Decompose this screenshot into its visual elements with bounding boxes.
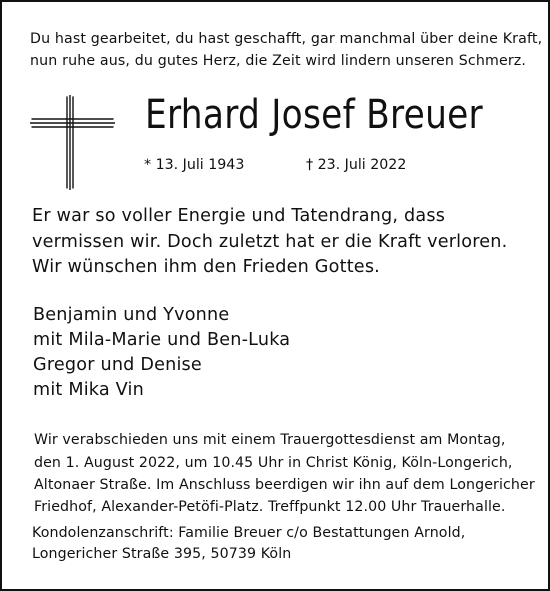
service-line-1: Wir verabschieden uns mit einem Trauergottesdienst am Montag, bbox=[34, 432, 506, 448]
cross-icon bbox=[30, 95, 115, 190]
deceased-name: Erhard Josef Breuer bbox=[145, 92, 483, 138]
condolence-line-2: Longericher Straße 395, 50739 Köln bbox=[32, 546, 292, 562]
service-line-2: den 1. August 2022, um 10.45 Uhr in Christ König, Köln-Longerich, bbox=[34, 455, 513, 471]
tribute-line-2: vermissen wir. Doch zuletzt hat er die Kraft verloren. bbox=[32, 232, 508, 252]
family-line-3: Gregor und Denise bbox=[33, 355, 202, 375]
service-line-3: Altonaer Straße. Im Anschluss beerdigen wir ihn auf dem Longericher bbox=[34, 477, 535, 493]
poem-line-1: Du hast gearbeitet, du hast geschafft, gar manchmal über deine Kraft, bbox=[30, 31, 543, 47]
family-line-1: Benjamin und Yvonne bbox=[33, 305, 230, 325]
condolence-line-1: Kondolenzanschrift: Familie Breuer c/o Bestattungen Arnold, bbox=[32, 525, 466, 541]
family-line-4: mit Mika Vin bbox=[33, 380, 144, 400]
tribute-line-1: Er war so voller Energie und Tatendrang, dass bbox=[32, 206, 446, 226]
tribute-line-3: Wir wünschen ihm den Frieden Gottes. bbox=[32, 257, 380, 277]
service-line-4: Friedhof, Alexander-Petöfi-Platz. Treffpunkt 12.00 Uhr Trauerhalle. bbox=[34, 499, 506, 515]
family-line-2: mit Mila-Marie und Ben-Luka bbox=[33, 330, 291, 350]
poem-line-2: nun ruhe aus, du gutes Herz, die Zeit wird lindern unseren Schmerz. bbox=[30, 53, 527, 69]
death-date: † 23. Juli 2022 bbox=[306, 157, 407, 173]
birth-date: * 13. Juli 1943 bbox=[144, 157, 245, 173]
